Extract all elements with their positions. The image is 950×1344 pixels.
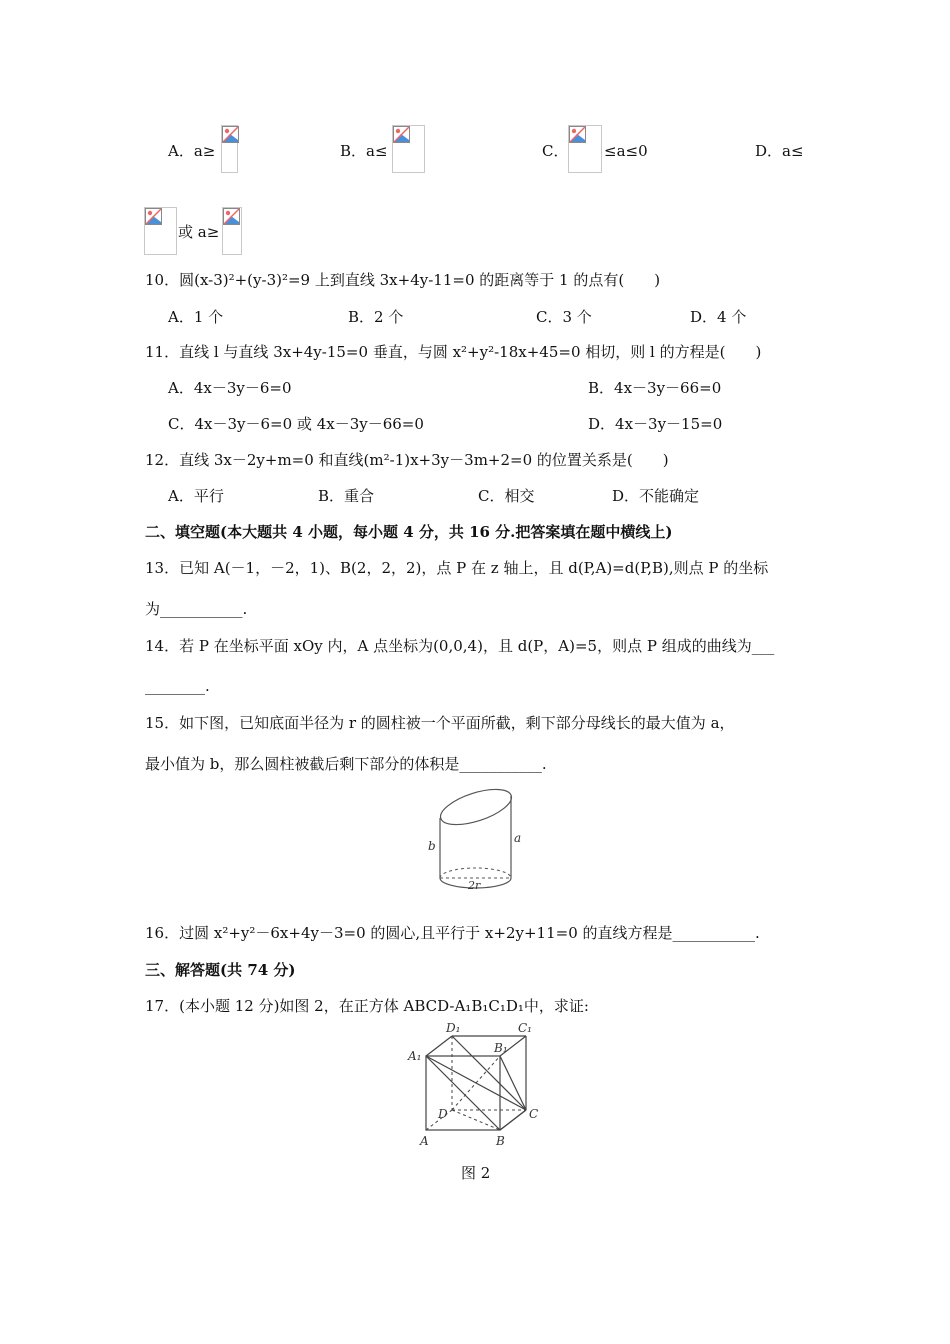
cube-label-a: A [420,1134,429,1148]
cube-label-b1: B₁ [494,1041,508,1055]
q11-stem: 11．直线 l 与直线 3x+4y-15=0 垂直，与圆 x²+y²-18x+45=0 相切，则 l 的方程是( ) [145,343,762,361]
q9-option-c-prefix: C． [542,142,569,160]
q10-option-d: D．4 个 [690,308,747,326]
q9-option-d: D．a≤ [755,142,804,160]
q10-option-b: B．2 个 [348,308,404,326]
truncated-cylinder-figure [420,780,530,895]
q13-line-2: 为___________. [145,600,248,618]
q12-stem: 12．直线 3x－2y+m=0 和直线(m²-1)x+3y－3m+2=0 的位置关系是( ) [145,451,669,469]
cube-label-c1: C₁ [518,1021,532,1035]
q11-option-a: A．4x－3y－6=0 [168,379,292,397]
q16-stem: 16．过圆 x²+y²－6x+4y－3=0 的圆心,且平行于 x+2y+11=0 的直线方程是___________. [145,924,760,942]
q12-option-a: A．平行 [168,487,224,505]
cylinder-label-a: a [514,831,522,845]
q17-stem: 17．(本小题 12 分)如图 2，在正方体 ABCD-A₁B₁C₁D₁中，求证: [145,997,589,1015]
q10-option-a: A．1 个 [168,308,224,326]
q9-option-c-suffix: ≤a≤0 [604,142,648,160]
section-2-heading: 二、填空题(本大题共 4 小题，每小题 4 分，共 16 分.把答案填在题中横线上) [145,523,673,541]
q14-line-1: 14．若 P 在坐标平面 xOy 内，A 点坐标为(0,0,4)，且 d(P，A)=5，则点 P 组成的曲线为___ [145,637,775,655]
q10-option-c: C．3 个 [536,308,592,326]
cylinder-label-b: b [428,839,436,853]
q15-line-1: 15．如下图，已知底面半径为 r 的圆柱被一个平面所截，剩下部分母线长的最大值为 a， [145,714,735,732]
q12-option-d: D．不能确定 [612,487,700,505]
q13-line-1: 13．已知 A(－1，－2，1)、B(2，2，2)，点 P 在 z 轴上，且 d(P,A)=d(P,B),则点 P 的坐标 [145,559,769,577]
cube-label-d: D [438,1107,448,1121]
cube-label-a1: A₁ [408,1049,422,1063]
q10-stem: 10．圆(x-3)²+(y-3)²=9 上到直线 3x+4y-11=0 的距离等于 1 的点有( ) [145,271,661,289]
q9-option-a: A．a≥ [168,142,216,160]
broken-image-icon [222,207,242,255]
broken-image-icon [221,125,238,173]
q12-option-c: C．相交 [478,487,535,505]
broken-image-icon [392,125,425,173]
q9-option-b: B．a≤ [340,142,388,160]
cube-label-b: B [496,1134,505,1148]
cylinder-label-2r: 2r [468,879,481,892]
q12-option-b: B．重合 [318,487,375,505]
cube-figure [400,1020,550,1150]
q11-option-d: D．4x－3y－15=0 [588,415,723,433]
cube-label-d1: D₁ [446,1021,461,1035]
broken-image-icon [144,207,177,255]
broken-image-icon [568,125,602,173]
q11-option-c: C．4x－3y－6=0 或 4x－3y－66=0 [168,415,424,433]
q15-line-2: 最小值为 b，那么圆柱被截后剩下部分的体积是___________. [145,755,547,773]
figure-2-caption: 图 2 [461,1164,491,1182]
q9-option-d-or: 或 a≥ [178,223,220,241]
q11-option-b: B．4x－3y－66=0 [588,379,722,397]
cube-label-c: C [529,1107,539,1121]
section-3-heading: 三、解答题(共 74 分) [145,961,296,979]
q14-line-2: ________. [145,677,210,695]
